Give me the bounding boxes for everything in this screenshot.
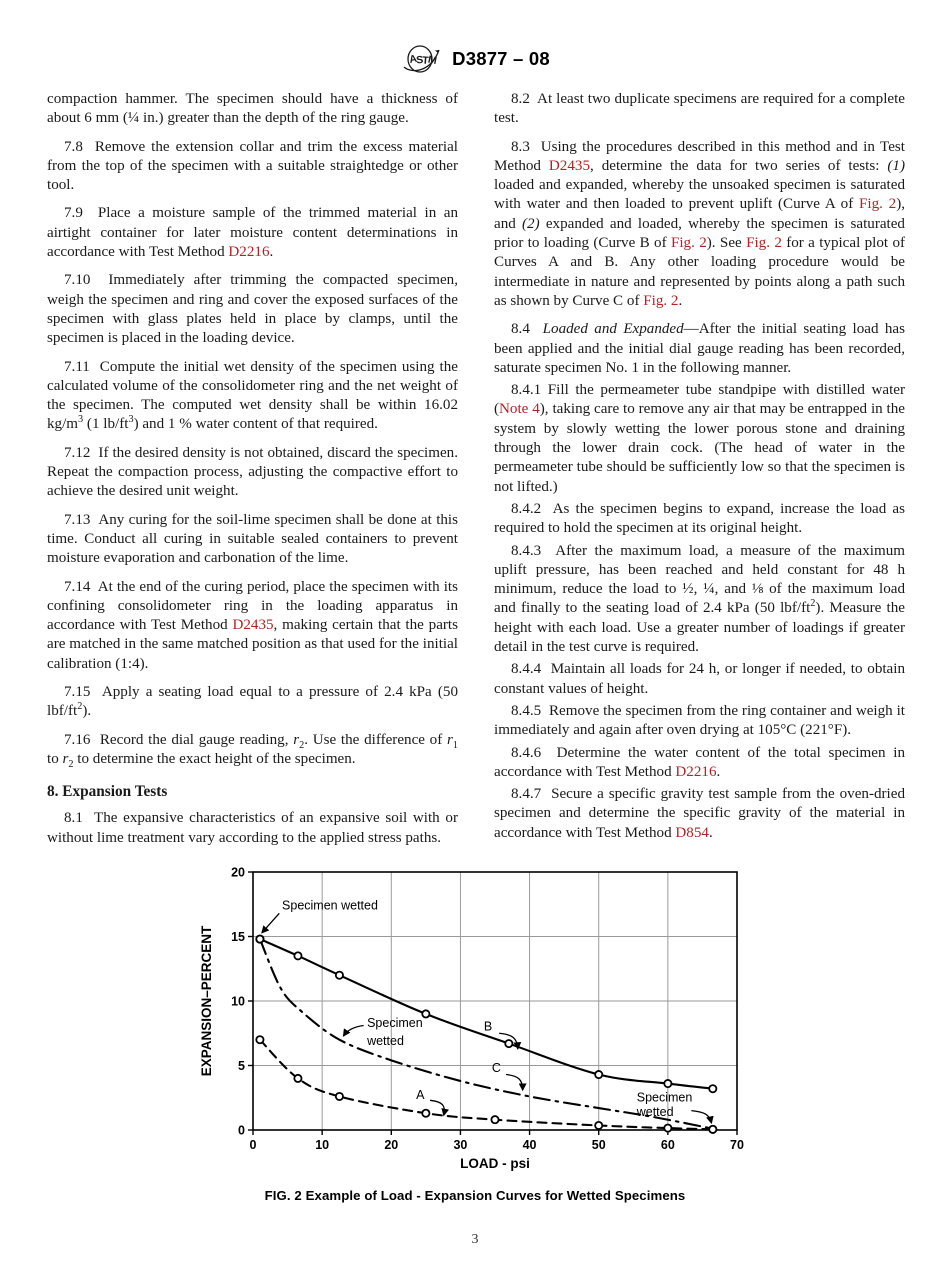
data-point-marker xyxy=(256,935,263,942)
paragraph-7-12: 7.12 If the desired density is not obtained, discard the specimen. Repeat the compaction process, adjusting the compactive effort to achieve the desired unit weight. xyxy=(47,444,458,500)
annotation-specimen-wetted-mid: Specimen xyxy=(367,1015,423,1030)
reference-link-d854[interactable]: D854 xyxy=(675,824,709,841)
reference-link-note-4[interactable]: Note 4 xyxy=(499,401,540,418)
section-heading-expansion-tests: 8. Expansion Tests xyxy=(47,783,168,801)
reference-link-d2435[interactable]: D2435 xyxy=(232,617,274,634)
annotation-leader-top xyxy=(262,913,279,932)
reference-link-fig2-c[interactable]: Fig. 2 xyxy=(746,235,782,252)
x-axis-label: LOAD - psi xyxy=(460,1156,530,1171)
annotation-leader-a xyxy=(430,1100,444,1115)
data-point-marker xyxy=(595,1071,602,1078)
paragraph-8-4-3: 8.4.3 After the maximum load, a measure of the maximum uplift pressure, has been reached and held constant for 48 h minimum, reduce the load to ½, ¼, and ⅛ of the maximum load and finally to the seating load of 2.4 kPa (50 lbf/$ft^2$). Measure the height with each load. Use a greater number of loadings if greater detail in the test curve is required. xyxy=(494,542,905,656)
x-tick-label: 60 xyxy=(660,1138,675,1152)
annotation-leader-mid xyxy=(344,1026,364,1036)
annotation-curve-c-label: C xyxy=(491,1060,501,1075)
annotation-specimen-wetted-bottom-line2: wetted xyxy=(636,1104,674,1119)
load-expansion-chart xyxy=(195,862,755,1182)
paragraph-7-14: 7.14 At the end of the curing period, place the specimen with its confining consolidometer ring in the loading apparatus in accordance with Test Method D2435, making certain that the parts are matched in the same matched position as that used for the initial calibration (1:4). xyxy=(47,578,458,672)
data-point-marker xyxy=(422,1010,429,1017)
right-column xyxy=(494,90,905,857)
paragraph-8-4-7: 8.4.7 Secure a specific gravity test sample from the oven-dried specimen and determine the specific gravity of the material in accordance with Test Method D854. xyxy=(494,786,905,841)
document-designation: D3877 – 08 xyxy=(452,48,550,69)
paragraph-8-4-5: 8.4.5 Remove the specimen from the ring container and weigh it immediately and again after oven drying at 105°C (221°F). xyxy=(494,702,905,739)
paragraph-8-4: 8.4 Loaded and Expanded—After the initial seating load has been applied and the initial dial gauge reading has been recorded, saturate specimen No. 1 in the following manner. xyxy=(494,321,906,376)
x-tick-label: 40 xyxy=(522,1138,537,1152)
annotation-leader-bottom xyxy=(691,1111,711,1123)
paragraph-8-4-1: 8.4.1 Fill the permeameter tube standpipe with distilled water (Note 4), taking care to remove any air that may be entrapped in the system by slowly wetting the lower porous stone and draining through the lower drain cock. (The head of water in the permeameter tube should be sufficiently low so that the specimen is not lifted.) xyxy=(494,382,905,495)
data-point-marker xyxy=(595,1122,602,1129)
data-point-marker xyxy=(336,1093,343,1100)
reference-link-fig2-b[interactable]: Fig. 2 xyxy=(670,235,707,252)
paragraph-7-8: 7.8 Remove the extension collar and trim the excess material from the top of the specimen with a suitable straightedge or other tool. xyxy=(47,138,458,194)
figure-2-block xyxy=(0,862,950,1203)
x-tick-label: 10 xyxy=(315,1138,330,1152)
x-tick-label: 20 xyxy=(384,1138,399,1152)
data-point-marker xyxy=(709,1085,716,1092)
annotation-specimen-wetted-top: Specimen wetted xyxy=(282,898,378,913)
paragraph-8-3: 8.3 Using the procedures described in this method and in Test Method D2435, determine the data for two series of tests: (1) loaded and expanded, whereby the unsoaked specimen is saturated with water and then loaded to prevent uplift (Curve A of Fig. 2), and (2) expanded and loaded, whereby the specimen is saturated prior to loading (Curve B of Fig. 2). See Fig. 2 for a typical plot of Curves A and B. Any other loading procedure would be intermediate in nature and represented by points along a path such as shown by Curve C of Fig. 2. xyxy=(494,138,906,309)
paragraph-7-9: 7.9 Place a moisture sample of the trimmed material in an airtight container for later moisture content determinations in accordance with Test Method D2216. xyxy=(47,205,458,261)
paragraph-7-15: 7.15 Apply a seating load equal to a pressure of 2.4 kPa (50 lbf/$ft^2$). xyxy=(47,684,458,720)
annotation-specimen-wetted-mid-line2: wetted xyxy=(367,1033,404,1048)
y-tick-label: 5 xyxy=(238,1059,245,1073)
reference-link-fig2-d[interactable]: Fig. 2 xyxy=(643,292,679,309)
svg-text:S: S xyxy=(415,53,424,67)
left-column xyxy=(47,90,458,857)
data-point-marker xyxy=(664,1124,671,1131)
y-tick-label: 20 xyxy=(231,865,245,880)
data-point-marker xyxy=(505,1040,512,1047)
paragraph-continued: compaction hammer. The specimen should have a thickness of about 6 mm (¼ in.) greater than the depth of the ring gauge. xyxy=(47,91,458,127)
figure-caption: FIG. 2 Example of Load - Expansion Curves for Wetted Specimens xyxy=(264,1188,686,1203)
data-point-marker xyxy=(256,1036,263,1043)
paragraph-7-10: 7.10 Immediately after trimming the compacted specimen, weigh the specimen and ring and cover the exposed surfaces of the specimen with glass plates held in place by clamps, until the specimen is placed in the loading device. xyxy=(47,272,458,347)
data-point-marker xyxy=(664,1080,671,1087)
paragraph-8-2: 8.2 At least two duplicate specimens are required for a complete test. xyxy=(494,91,905,127)
data-point-marker xyxy=(709,1126,716,1133)
astm-logo xyxy=(400,44,442,74)
data-point-marker xyxy=(422,1110,429,1117)
reference-link-fig2-a[interactable]: Fig. 2 xyxy=(858,196,897,213)
svg-text:T: T xyxy=(421,54,430,67)
x-tick-label: 70 xyxy=(730,1138,744,1152)
paragraph-7-16: 7.16 Record the dial gauge reading, $r_2$. Use the difference of $r_1$ to $r_2$ to determine the exact height of the specimen. xyxy=(47,731,458,770)
paragraph-7-11: 7.11 Compute the initial wet density of the specimen using the calculated volume of the consolidometer ring and the net weight of the specimen. The computed wet density shall be within 16.02 $kg/m^3$ (1 $lb/ft^3$) and 1 % water content of that required. xyxy=(47,358,458,433)
annotation-leader-c xyxy=(506,1075,523,1090)
page-footer xyxy=(0,1232,950,1248)
x-tick-label: 50 xyxy=(591,1138,606,1152)
y-axis-label: EXPANSION–PERCENT xyxy=(199,925,214,1077)
reference-link-d2435-2[interactable]: D2435 xyxy=(548,157,590,174)
paragraph-8-1: 8.1 The expansive characteristics of an expansive soil with or without lime treatment vary according to the applied stress paths. xyxy=(47,810,458,846)
annotation-curve-a-label: A xyxy=(416,1088,425,1103)
svg-text:A: A xyxy=(408,52,419,66)
x-tick-label: 0 xyxy=(249,1138,257,1152)
y-tick-label: 15 xyxy=(231,930,245,944)
paragraph-8-4-6: 8.4.6 Determine the water content of the total specimen in accordance with Test Method D2216. xyxy=(494,744,905,780)
two-column-body xyxy=(47,90,905,857)
data-point-marker xyxy=(336,972,343,979)
reference-link-d2216[interactable]: D2216 xyxy=(228,244,270,261)
paragraph-8-4-emphasis: Loaded and Expanded xyxy=(542,321,684,338)
svg-text:M: M xyxy=(427,53,438,68)
page-number: 3 xyxy=(471,1232,479,1247)
curve-b xyxy=(260,939,713,1089)
page-header xyxy=(0,44,950,74)
y-tick-label: 10 xyxy=(231,994,245,1009)
paragraph-8-4-4: 8.4.4 Maintain all loads for 24 h, or longer if needed, to obtain constant values of height. xyxy=(494,661,905,697)
y-tick-label: 0 xyxy=(238,1123,245,1138)
annotation-specimen-wetted-bottom: Specimen xyxy=(636,1090,693,1105)
annotation-curve-b-label: B xyxy=(483,1019,493,1034)
data-point-marker xyxy=(294,952,301,959)
paragraph-8-4-2: 8.4.2 As the specimen begins to expand, increase the load as required to hold the specimen at its original height. xyxy=(494,500,905,537)
paragraph-7-13: 7.13 Any curing for the soil-lime specimen shall be done at this time. Conduct all curing in suitable sealed containers to prevent moisture evaporation and carbonation of the lime. xyxy=(47,511,458,567)
reference-link-d2216-2[interactable]: D2216 xyxy=(675,763,717,780)
data-point-marker xyxy=(491,1116,498,1123)
x-tick-label: 30 xyxy=(453,1138,468,1152)
data-point-marker xyxy=(294,1075,301,1082)
